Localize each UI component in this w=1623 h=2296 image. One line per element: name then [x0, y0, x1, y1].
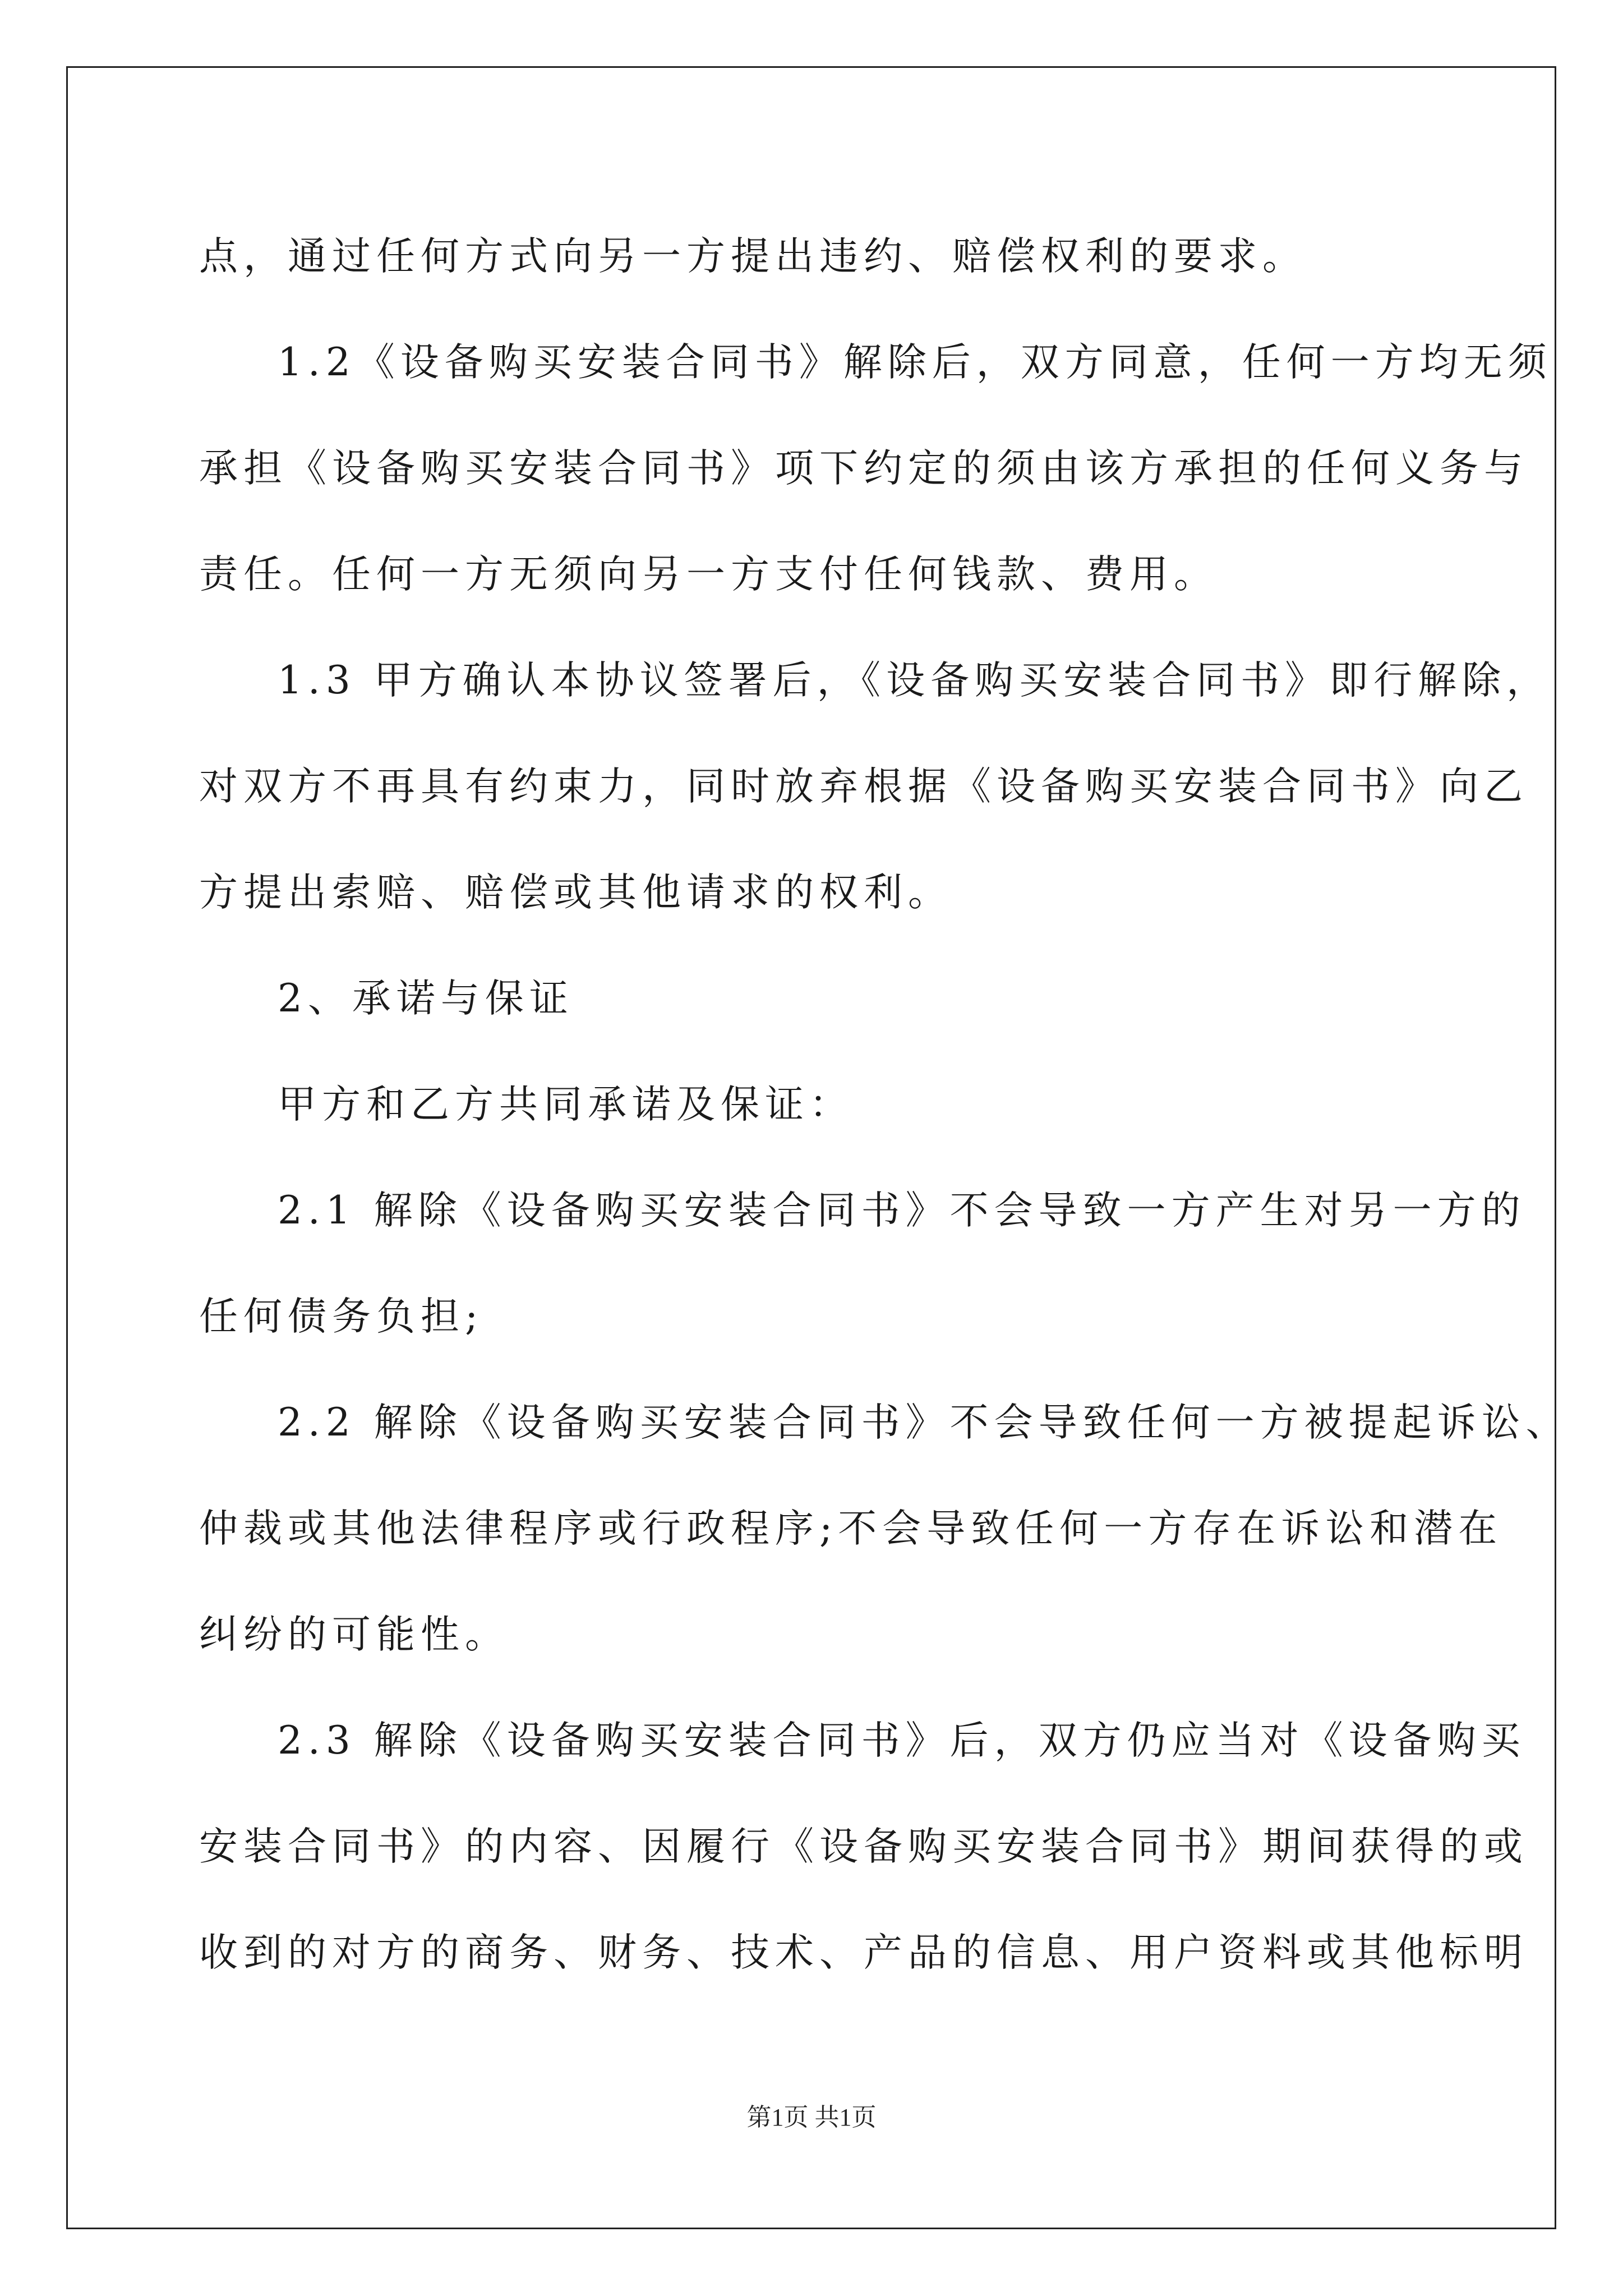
text-line: 甲方和乙方共同承诺及保证： — [278, 1082, 854, 1127]
text-line: 对双方不再具有约束力，同时放弃根据《设备购买安装合同书》向乙 — [199, 764, 1528, 809]
text-line: 2.1 解除《设备购买安装合同书》不会导致一方产生对另一方的 — [278, 1188, 1526, 1233]
text-line: 2.2 解除《设备购买安装合同书》不会导致任何一方被提起诉讼、 — [278, 1400, 1570, 1445]
text-line: 1.2《设备购买安装合同书》解除后，双方同意，任何一方均无须 — [278, 340, 1552, 385]
text-line: 仲裁或其他法律程序或行政程序;不会导致任何一方存在诉讼和潜在 — [199, 1506, 1503, 1551]
text-line: 2.3 解除《设备购买安装合同书》后，双方仍应当对《设备购买 — [278, 1718, 1526, 1763]
text-line: 责任。任何一方无须向另一方支付任何钱款、费用。 — [199, 552, 1218, 597]
text-line: 纠纷的可能性。 — [199, 1612, 509, 1657]
text-line: 任何债务负担; — [199, 1294, 484, 1339]
section-heading: 2、承诺与保证 — [278, 976, 574, 1021]
text-line: 1.3 甲方确认本协议签署后，《设备购买安装合同书》即行解除， — [278, 658, 1551, 703]
text-line: 收到的对方的商务、财务、技术、产品的信息、用户资料或其他标明 — [199, 1930, 1528, 1975]
text-line: 方提出索赔、赔偿或其他请求的权利。 — [199, 870, 952, 915]
text-line: 安装合同书》的内容、因履行《设备购买安装合同书》期间获得的或 — [199, 1824, 1528, 1869]
document-body — [199, 204, 1570, 2006]
text-line: 点，通过任何方式向另一方提出违约、赔偿权利的要求。 — [199, 234, 1307, 279]
page-number: 第1页 共1页 — [746, 2104, 877, 2131]
text-line: 承担《设备购买安装合同书》项下约定的须由该方承担的任何义务与 — [199, 446, 1528, 491]
